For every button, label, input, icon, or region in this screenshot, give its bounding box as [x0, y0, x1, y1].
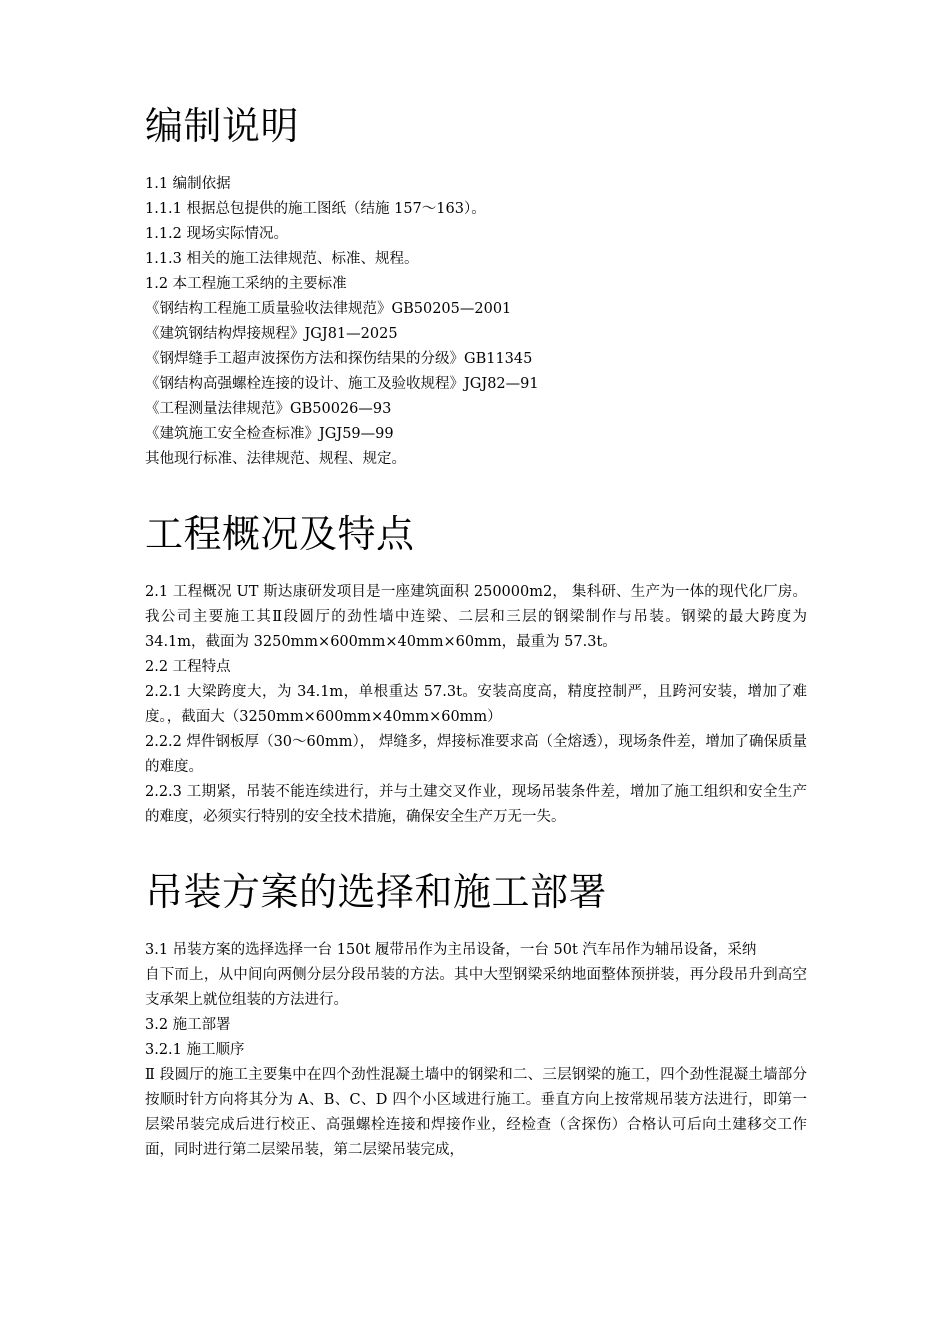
plan-paragraph: 自下而上，从中间向两侧分层分段吊装的方法。其中大型钢梁采纳地面整体预拼装，再分段吊升到高空支承架上就位组装的方法进行。 — [145, 967, 807, 1008]
basis-heading: 1.1 编制依据 — [145, 176, 231, 192]
sequence-paragraph: Ⅱ 段圆厅的施工主要集中在四个劲性混凝土墙中的钢梁和二、三层钢梁的施工，四个劲性混凝土墙部分按顺时针方向将其分为 A、B、C、D 四个小区域进行施工。垂直方向上按常规吊装方法进行，即第一层梁吊装完成后进行校正、高强螺栓连接和焊接作业，经检查（含探伤）合格认可后向土建移交工作面，同时进行第二层梁吊装，第二层梁吊装完成， — [145, 1067, 807, 1158]
standard-item: 《钢结构工程施工质量验收法律规范》GB50205—2001 — [145, 301, 512, 317]
standard-item: 《钢结构高强螺栓连接的设计、施工及验收规程》JGJ82—91 — [145, 376, 539, 392]
standard-item: 其他现行标准、法律规范、规程、规定。 — [145, 451, 406, 467]
section3-body — [145, 938, 807, 1163]
basis-item: 1.1.3 相关的施工法律规范、标准、规程。 — [145, 251, 419, 267]
section-heading-lifting-plan: 吊装方案的选择和施工部署 — [145, 870, 608, 914]
plan-paragraph: 3.1 吊装方案的选择选择一台 150t 履带吊作为主吊设备，一台 50t 汽车吊作为辅吊设备，采纳 — [145, 942, 757, 958]
standard-item: 《钢焊缝手工超声波探伤方法和探伤结果的分级》GB11345 — [145, 351, 533, 367]
standard-item: 《建筑钢结构焊接规程》JGJ81—2025 — [145, 326, 398, 342]
section-heading-compilation: 编制说明 — [145, 104, 300, 148]
document-page — [145, 0, 807, 1163]
basis-item: 1.1.1 根据总包提供的施工图纸（结施 157～163）。 — [145, 201, 486, 217]
section-heading-overview: 工程概况及特点 — [145, 512, 415, 556]
basis-item: 1.1.2 现场实际情况。 — [145, 226, 289, 242]
feature-paragraph: 2.2.2 焊件钢板厚（30～60mm）， 焊缝多，焊接标准要求高（全熔透），现场条件差，增加了确保质量的难度。 — [145, 734, 807, 775]
standards-heading: 1.2 本工程施工采纳的主要标准 — [145, 276, 347, 292]
feature-paragraph: 2.2.1 大梁跨度大，为 34.1m，单根重达 57.3t。安装高度高，精度控制严，且跨河安装，增加了难度。，截面大（3250mm×600mm×40mm×60mm） — [145, 684, 807, 725]
overview-paragraph: 2.1 工程概况 UT 斯达康研发项目是一座建筑面积 250000m2， 集科研、生产为一体的现代化厂房。我公司主要施工其Ⅱ段圆厅的劲性墙中连梁、二层和三层的钢梁制作与吊装。钢梁的最大跨度为 34.1m，截面为 3250mm×600mm×40mm×60mm，最重为 57.3t。 — [145, 584, 807, 650]
section1-body — [145, 172, 807, 472]
standard-item: 《工程测量法律规范》GB50026—93 — [145, 401, 392, 417]
sequence-heading: 3.2.1 施工顺序 — [145, 1042, 245, 1058]
section2-body — [145, 580, 807, 830]
deployment-heading: 3.2 施工部署 — [145, 1017, 231, 1033]
standard-item: 《建筑施工安全检查标准》JGJ59—99 — [145, 426, 394, 442]
feature-paragraph: 2.2.3 工期紧，吊装不能连续进行，并与土建交叉作业，现场吊装条件差，增加了施工组织和安全生产的难度，必须实行特别的安全技术措施，确保安全生产万无一失。 — [145, 784, 807, 825]
features-heading: 2.2 工程特点 — [145, 659, 231, 675]
